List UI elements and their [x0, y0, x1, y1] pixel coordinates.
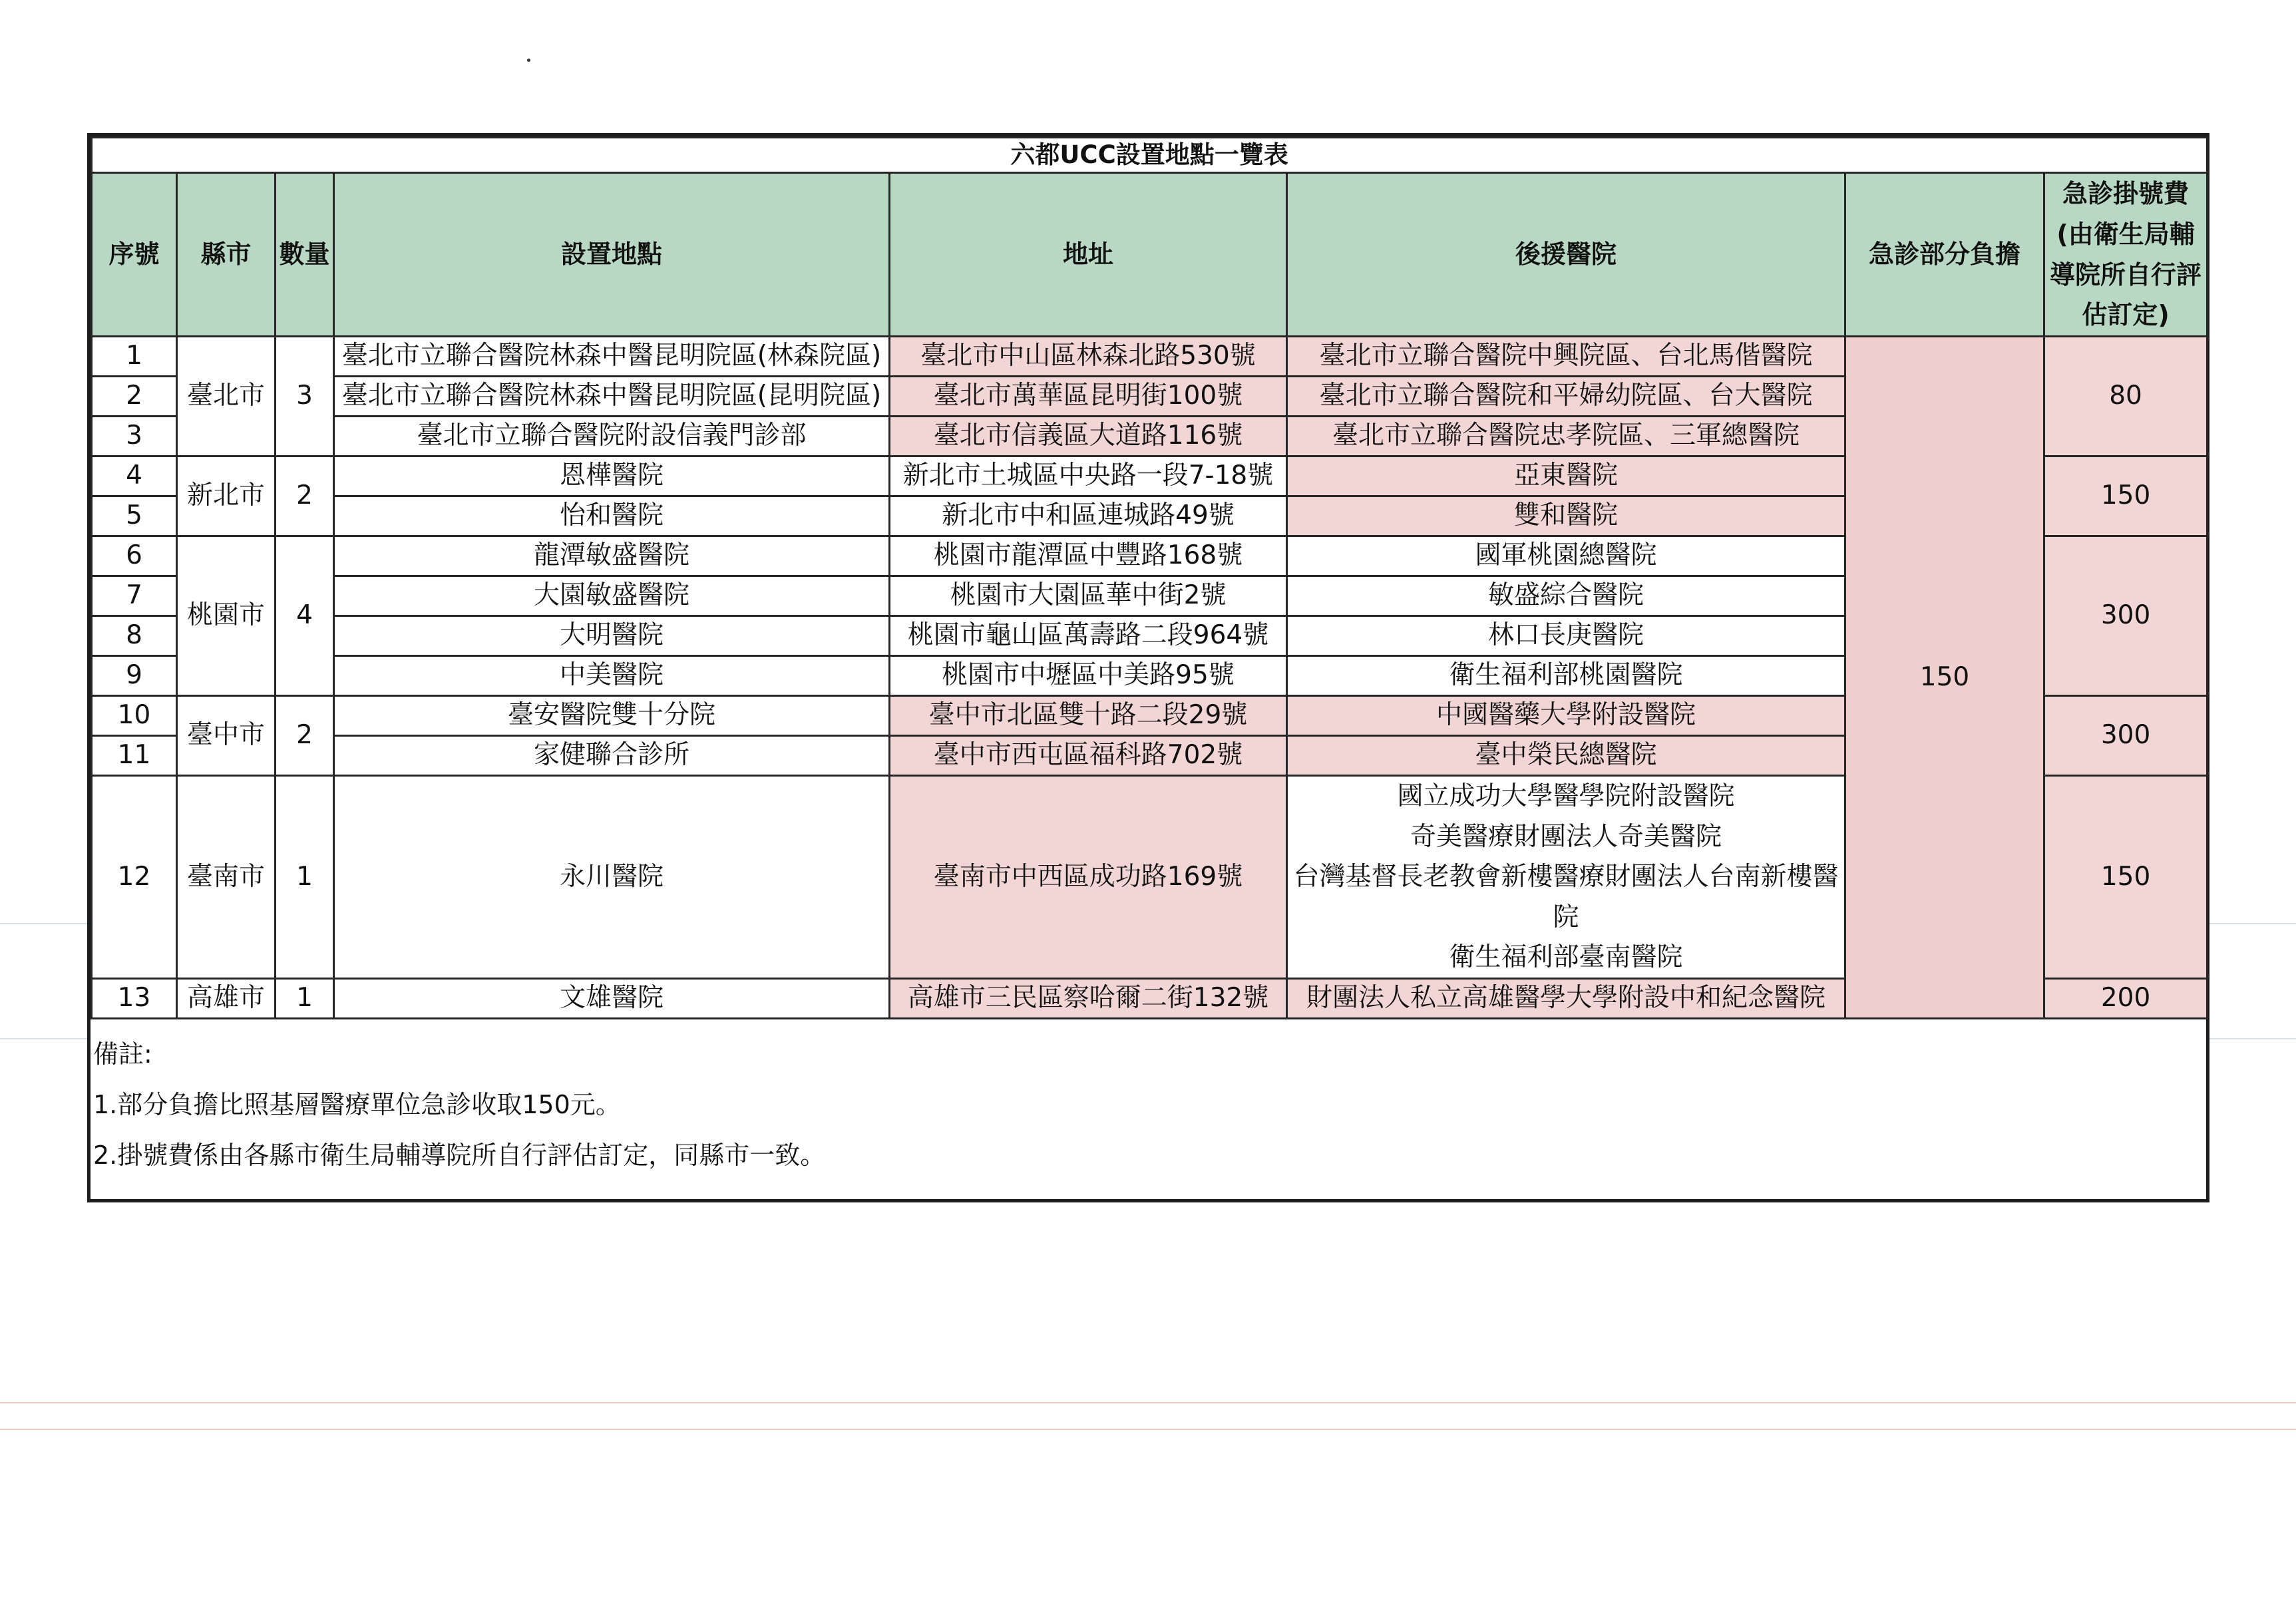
address-cell: 臺中市西屯區福科路702號 — [890, 736, 1287, 776]
support-cell: 林口長庚醫院 — [1287, 616, 1845, 656]
support-cell: 敏盛綜合醫院 — [1287, 576, 1845, 616]
seq-cell: 6 — [92, 536, 177, 576]
note-item: 1.部分負擔比照基層醫療單位急診收取150元。 — [93, 1090, 621, 1120]
location-cell: 恩樺醫院 — [334, 456, 890, 496]
location-cell: 中美醫院 — [334, 656, 890, 696]
support-hospital-line: 衛生福利部臺南醫院 — [1449, 942, 1683, 972]
notes-heading: 備註: — [93, 1039, 152, 1069]
address-cell: 臺北市中山區林森北路530號 — [890, 337, 1287, 377]
ucc-table-document — [87, 133, 2209, 1202]
header-er-reg-fee: 急診掛號費(由衛生局輔導院所自行評估訂定) — [2044, 173, 2207, 337]
city-cell: 臺中市 — [177, 696, 276, 776]
table-title: 六都UCC設置地點一覽表 — [92, 138, 2207, 173]
seq-cell: 7 — [92, 576, 177, 616]
ucc-locations-table — [91, 136, 2208, 1019]
seq-cell: 10 — [92, 696, 177, 736]
scan-artifact-line — [0, 1429, 2296, 1430]
support-cell — [1287, 776, 1845, 979]
city-cell: 新北市 — [177, 456, 276, 536]
address-cell: 臺北市萬華區昆明街100號 — [890, 377, 1287, 417]
location-cell: 大明醫院 — [334, 616, 890, 656]
header-seq: 序號 — [92, 173, 177, 337]
location-cell: 臺安醫院雙十分院 — [334, 696, 890, 736]
city-cell: 臺南市 — [177, 776, 276, 979]
location-cell: 臺北市立聯合醫院林森中醫昆明院區(昆明院區) — [334, 377, 890, 417]
city-cell: 高雄市 — [177, 979, 276, 1019]
seq-cell: 5 — [92, 496, 177, 536]
reg-fee-cell: 300 — [2044, 696, 2207, 776]
support-cell: 臺北市立聯合醫院忠孝院區、三軍總醫院 — [1287, 417, 1845, 456]
seq-cell: 12 — [92, 776, 177, 979]
location-cell: 文雄醫院 — [334, 979, 890, 1019]
support-cell: 臺北市立聯合醫院中興院區、台北馬偕醫院 — [1287, 337, 1845, 377]
address-cell: 桃園市大園區華中街2號 — [890, 576, 1287, 616]
location-cell: 怡和醫院 — [334, 496, 890, 536]
location-cell: 龍潭敏盛醫院 — [334, 536, 890, 576]
scan-artifact-line — [0, 1402, 2296, 1403]
address-cell: 桃園市龍潭區中豐路168號 — [890, 536, 1287, 576]
support-cell: 亞東醫院 — [1287, 456, 1845, 496]
er-copay-cell: 150 — [1845, 337, 2044, 1019]
count-cell: 4 — [276, 536, 334, 696]
city-cell: 桃園市 — [177, 536, 276, 696]
seq-cell: 2 — [92, 377, 177, 417]
support-cell: 臺北市立聯合醫院和平婦幼院區、台大醫院 — [1287, 377, 1845, 417]
header-count: 數量 — [276, 173, 334, 337]
reg-fee-cell: 300 — [2044, 536, 2207, 696]
reg-fee-cell: 200 — [2044, 979, 2207, 1019]
seq-cell: 1 — [92, 337, 177, 377]
support-hospital-line: 國立成功大學醫學院附設醫院 — [1397, 781, 1735, 812]
address-cell: 新北市土城區中央路一段7-18號 — [890, 456, 1287, 496]
support-cell: 臺中榮民總醫院 — [1287, 736, 1845, 776]
seq-cell: 9 — [92, 656, 177, 696]
notes-section — [91, 1019, 2206, 1199]
location-cell: 臺北市立聯合醫院附設信義門診部 — [334, 417, 890, 456]
address-cell: 高雄市三民區察哈爾二街132號 — [890, 979, 1287, 1019]
address-cell: 臺中市北區雙十路二段29號 — [890, 696, 1287, 736]
address-cell: 桃園市中壢區中美路95號 — [890, 656, 1287, 696]
address-cell: 桃園市龜山區萬壽路二段964號 — [890, 616, 1287, 656]
location-cell: 家健聯合診所 — [334, 736, 890, 776]
support-hospital-line: 台灣基督長老教會新樓醫療財團法人台南新樓醫院 — [1293, 862, 1839, 932]
header-row — [92, 173, 2207, 337]
reg-fee-cell: 150 — [2044, 456, 2207, 536]
count-cell: 1 — [276, 979, 334, 1019]
header-city: 縣市 — [177, 173, 276, 337]
header-support-hospital: 後援醫院 — [1287, 173, 1845, 337]
reg-fee-cell: 150 — [2044, 776, 2207, 979]
table-row — [92, 337, 2207, 377]
header-location: 設置地點 — [334, 173, 890, 337]
seq-cell: 4 — [92, 456, 177, 496]
support-cell: 中國醫藥大學附設醫院 — [1287, 696, 1845, 736]
support-cell: 雙和醫院 — [1287, 496, 1845, 536]
address-cell: 新北市中和區連城路49號 — [890, 496, 1287, 536]
support-cell: 衛生福利部桃園醫院 — [1287, 656, 1845, 696]
support-cell: 國軍桃園總醫院 — [1287, 536, 1845, 576]
scan-speck — [527, 59, 530, 62]
location-cell: 臺北市立聯合醫院林森中醫昆明院區(林森院區) — [334, 337, 890, 377]
seq-cell: 13 — [92, 979, 177, 1019]
location-cell: 大園敏盛醫院 — [334, 576, 890, 616]
seq-cell: 11 — [92, 736, 177, 776]
note-item: 2.掛號費係由各縣市衛生局輔導院所自行評估訂定，同縣市一致。 — [93, 1141, 826, 1170]
seq-cell: 3 — [92, 417, 177, 456]
city-cell: 臺北市 — [177, 337, 276, 456]
count-cell: 3 — [276, 337, 334, 456]
seq-cell: 8 — [92, 616, 177, 656]
location-cell: 永川醫院 — [334, 776, 890, 979]
address-cell: 臺南市中西區成功路169號 — [890, 776, 1287, 979]
count-cell: 1 — [276, 776, 334, 979]
count-cell: 2 — [276, 696, 334, 776]
count-cell: 2 — [276, 456, 334, 536]
support-hospital-line: 奇美醫療財團法人奇美醫院 — [1410, 821, 1722, 852]
support-cell: 財團法人私立高雄醫學大學附設中和紀念醫院 — [1287, 979, 1845, 1019]
reg-fee-cell: 80 — [2044, 337, 2207, 456]
header-address: 地址 — [890, 173, 1287, 337]
header-er-copay: 急診部分負擔 — [1845, 173, 2044, 337]
address-cell: 臺北市信義區大道路116號 — [890, 417, 1287, 456]
